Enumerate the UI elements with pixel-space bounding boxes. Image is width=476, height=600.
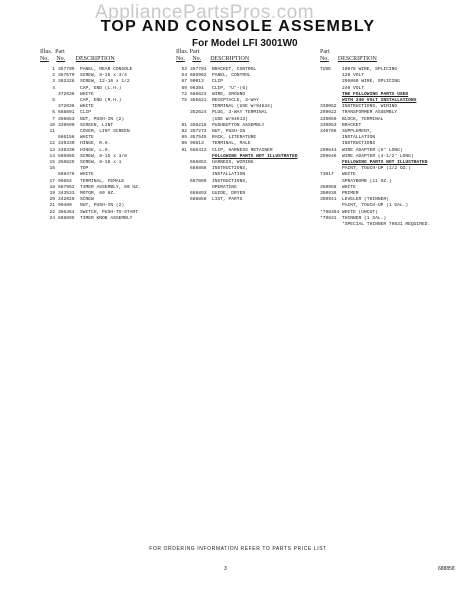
part-description: MOTOR, 60 HZ. (80, 191, 116, 197)
part-number: 686893 (190, 191, 207, 197)
part-number: 688858 (190, 197, 207, 203)
part-number: 356364 (58, 209, 75, 215)
part-description: GUIDE, DRYER (212, 191, 246, 197)
part-description: 10078 WIRE, SPLICING (342, 67, 398, 72)
part-description: BRACKET (342, 122, 362, 128)
part-description: CLIP (80, 110, 92, 116)
part-label: Part (55, 49, 65, 55)
col1-header-line2 (40, 56, 115, 63)
description-label: DESCRIPTION (75, 56, 115, 62)
part-description: SCREW, 8-15 x 3/8 (80, 153, 127, 159)
part-description: RACK, LITERATURE (212, 135, 257, 141)
part-description: SUPPLEMENT, (342, 129, 373, 135)
part-number: 352624 (190, 110, 207, 116)
part-description: SCREW, 12-16 x 1/2 (80, 79, 130, 85)
parts-row (177, 197, 307, 203)
part-number: TUSE (320, 67, 332, 72)
part-description: 120 VOLT (342, 73, 365, 79)
part-description: INSTRUCTIONS, (212, 166, 248, 172)
illus-label: Illus. (176, 49, 189, 55)
ordering-footer: FOR ORDERING INFORMATION REFER TO PARTS PRICE LIST (149, 546, 327, 552)
part-description: SWITCH, PUSH-TO-START (80, 209, 138, 215)
part-number: 383326 (58, 79, 75, 85)
illus-number: 20 (49, 197, 55, 203)
part-number: 688895 (58, 215, 75, 221)
illus-number: 54 (181, 73, 187, 79)
part-number: 73017 (320, 172, 334, 178)
parts-column-1 (45, 67, 180, 222)
part-number: 350958 (320, 184, 337, 190)
part-description: PUSHBUTTON ASSEMBLY (212, 122, 265, 128)
part-description: RECEPTACLE, 3-WAY (212, 98, 259, 104)
part-description: INSTALLATION (342, 135, 376, 141)
illus-number: 81 (181, 122, 187, 128)
part-number: 96394 (190, 85, 204, 91)
illus-number: 18 (49, 184, 55, 190)
col3-header (320, 49, 377, 63)
illus-number: 10 (49, 122, 55, 128)
part-number: 339053 (320, 122, 337, 128)
col3-header-line2 (320, 56, 377, 63)
illus-number: 85 (181, 135, 187, 141)
part-number: *79831 (320, 215, 337, 221)
part-description: CLIP, "U"-(6) (212, 85, 248, 91)
illus-number: 7 (52, 116, 55, 122)
col1-header (40, 49, 115, 63)
part-number: 343533 (58, 191, 75, 197)
part-description: NUT, PUSH-IN (2) (80, 116, 125, 122)
illus-number: 2 (52, 73, 55, 79)
part-number: 339059 (320, 116, 337, 122)
illus-number: 3 (52, 79, 55, 85)
col1-header-line1 (40, 49, 115, 56)
illus-number: 72 (181, 91, 187, 97)
part-number: 372036 (58, 104, 75, 110)
illus-number: 11 (49, 129, 55, 135)
part-description: LIST, PARTS (212, 197, 243, 203)
part-description: WHITE (342, 172, 356, 178)
part-description: CAP, END (L.H.) (80, 85, 122, 91)
part-description: TERMINAL (USE W/94634) (212, 104, 273, 110)
part-number: 350941 (320, 197, 337, 203)
part-number: 339590 (58, 122, 75, 128)
parts-row (320, 222, 442, 228)
no-label: No. (40, 56, 49, 62)
illus-number: 15 (49, 160, 55, 166)
part-description: LEVELER (THINNER) (342, 197, 389, 203)
part-description: HINGE, L.H. (80, 147, 111, 153)
illus-number: 1 (52, 67, 55, 72)
part-number: 686852 (190, 160, 207, 166)
illus-number: 16 (49, 166, 55, 172)
part-description: HARNESS, WIRING (212, 160, 254, 166)
part-number: 339330 (58, 147, 75, 153)
part-description: TIMER KNOB ASSEMBLY (80, 215, 133, 221)
part-number: 686985 (58, 153, 75, 159)
col2-header-line2 (176, 56, 249, 63)
description-label: DESCRIPTION (210, 56, 250, 62)
part-number: 96813 (190, 141, 204, 147)
part-number: 355621 (190, 98, 207, 104)
part-description: WHITE (80, 135, 94, 141)
part-description: INSTALLATION (212, 172, 246, 178)
part-number: 356218 (190, 122, 207, 128)
part-description: CLIP, HARNESS RETAINER (212, 147, 273, 153)
part-description: SCREEN, LINT (80, 122, 114, 128)
document-number: 688858 (438, 566, 455, 572)
part-description: PLUG, 3-WAY TERMINAL (212, 110, 268, 116)
illus-number: 91 (181, 147, 187, 153)
part-description: INSTRUCTIONS, WIRING (342, 104, 398, 110)
part-description: CAP, END (R.H.) (80, 98, 122, 104)
part-number: 357273 (190, 129, 207, 135)
part-description: PANEL, CONTROL (212, 73, 251, 79)
part-description: WHITE (80, 172, 94, 178)
part-number: 299646 (320, 153, 337, 159)
illus-number: 69 (181, 85, 187, 91)
part-number (320, 222, 342, 228)
part-description: (USE W/94613) (212, 116, 248, 122)
model-subtitle: For Model LFI 3001W0 (192, 38, 298, 49)
illus-number: 75 (181, 98, 187, 104)
part-label: Part (320, 49, 330, 55)
illus-number: 86 (181, 141, 187, 147)
part-number: 90480 (58, 203, 72, 209)
part-description: THINNER (1 GAL.) (342, 215, 387, 221)
illus-number: 4 (52, 85, 55, 91)
illus-number: 17 (49, 178, 55, 184)
section-heading: WITH 240 VOLT INSTALLATIONS (342, 98, 417, 104)
part-description: INSTRUCTIONS (342, 141, 376, 147)
part-number: 686623 (190, 91, 207, 97)
part-description: TRANSFORMER ASSEMBLY (342, 110, 398, 116)
col2-header-line1 (176, 49, 249, 56)
part-number: 90013 (190, 79, 204, 85)
part-description: SCREW, 8-18 x 1 (80, 160, 122, 166)
illus-number: 6 (52, 110, 55, 116)
section-heading: THE FOLLOWING PARTS USED (342, 91, 409, 97)
col3-header-line1 (320, 49, 377, 56)
part-number: 339062 (320, 104, 337, 110)
part-description: 296860 WIRE, SPLICING (342, 79, 400, 85)
part-number: 299643 (320, 147, 337, 153)
part-number: 688801 (58, 110, 75, 116)
illus-number: 14 (49, 153, 55, 159)
parts-column-3 (320, 67, 442, 228)
part-description: SCREW (80, 197, 94, 203)
part-description: 240 VOLT (342, 85, 365, 91)
part-description: CLIP (212, 79, 224, 85)
part-description: TOP (80, 166, 89, 172)
no2-label: No. (56, 56, 66, 62)
part-description: PRIMER (342, 191, 359, 197)
part-description: TIMER ASSEMBLY, 60 HZ. (80, 184, 141, 190)
parts-row (45, 216, 180, 222)
page-number: 3 (224, 566, 227, 572)
part-description: BRACKET, CONTROL (212, 67, 257, 72)
part-number: 356653 (58, 116, 75, 122)
part-description: COVER, LINT SCREEN (80, 129, 130, 135)
illus-number: 82 (181, 129, 187, 135)
part-number: 299022 (320, 110, 337, 116)
description-label: DESCRIPTION (337, 56, 377, 62)
part-description: PAINT, TOUCH-UP (1/2 OZ.) (342, 166, 411, 172)
part-description: WHITE (UNCUT) (342, 209, 378, 215)
part-number: 686902 (190, 73, 207, 79)
part-number: *798364 (320, 209, 340, 215)
illus-number (177, 197, 190, 203)
part-description: INSTRUCTIONS, (212, 178, 248, 184)
part-number: 357545 (190, 135, 207, 141)
part-description: NUT, PUSH-IN (212, 129, 246, 135)
no-label: No. (176, 56, 185, 62)
no2-label: No. (192, 56, 202, 62)
part-number: 339330 (58, 141, 75, 147)
part-description: *SPECIAL THINNER 79831 REQUIRED. (342, 222, 431, 228)
illus-label: Illus. (40, 49, 53, 55)
illus-number: 24 (49, 215, 55, 221)
part-description: SCREW, 8-15 x 3/4 (80, 73, 127, 79)
part-number: 687962 (58, 184, 75, 190)
part-number: 687889 (190, 178, 207, 184)
part-number: 357703 (190, 67, 207, 72)
part-label: Part (189, 49, 200, 55)
part-number: 340706 (320, 129, 337, 135)
part-number: 357670 (58, 73, 75, 79)
part-number: 688479 (58, 172, 75, 178)
part-description: WIRE ADAPTER (4-1/2" LONG) (342, 153, 414, 159)
page-title: TOP AND CONSOLE ASSEMBLY (100, 18, 376, 35)
part-description: WHITE (80, 104, 94, 110)
illus-number: 19 (49, 191, 55, 197)
part-description: WIRE, GROUND (212, 91, 246, 97)
part-description: OPERATING (212, 184, 237, 190)
part-number: 372036 (58, 91, 75, 97)
col2-header (176, 49, 249, 63)
illus-number: 53 (181, 67, 187, 72)
part-description: SPRAYBOMB (11 OZ.) (342, 178, 392, 184)
part-number: 96654 (58, 178, 72, 184)
illus-number: 22 (49, 209, 55, 215)
part-description: TERMINAL, MALE (212, 141, 251, 147)
part-description: PAINT, TOUCH-UP (1 GAL.) (342, 203, 409, 209)
part-description: WHITE (342, 184, 356, 190)
part-number: 357709 (58, 67, 75, 72)
part-number: 350936 (320, 191, 337, 197)
illus-number: 67 (181, 79, 187, 85)
illus-number: 12 (49, 141, 55, 147)
part-description: NUT, PUSH-IN (2) (80, 203, 125, 209)
section-heading: FOLLOWING PARTS NOT ILLUSTRATED (342, 160, 428, 166)
section-heading: FOLLOWING PARTS NOT ILLUSTRATED (212, 153, 298, 159)
part-number: 686158 (58, 135, 75, 141)
watermark: AppliancePartsPros.com (95, 2, 315, 23)
no-label: No. (320, 56, 329, 62)
part-description: WHITE (80, 91, 94, 97)
part-description: TERMINAL, FEMALE (80, 178, 125, 184)
illus-number: 13 (49, 147, 55, 153)
part-description: HINGE, R.H. (80, 141, 111, 147)
illus-number: 5 (52, 98, 55, 104)
part-number: 686413 (190, 147, 207, 153)
part-number: 356825 (58, 160, 75, 166)
illus-number: 21 (49, 203, 55, 209)
parts-column-2 (177, 67, 307, 203)
part-description: PANEL, REAR CONSOLE (80, 67, 133, 72)
part-description: BLOCK, TERMINAL (342, 116, 384, 122)
part-number: 342020 (58, 197, 75, 203)
part-description: WIRE ADAPTER (6" LONG) (342, 147, 403, 153)
part-number: 688866 (190, 166, 207, 172)
